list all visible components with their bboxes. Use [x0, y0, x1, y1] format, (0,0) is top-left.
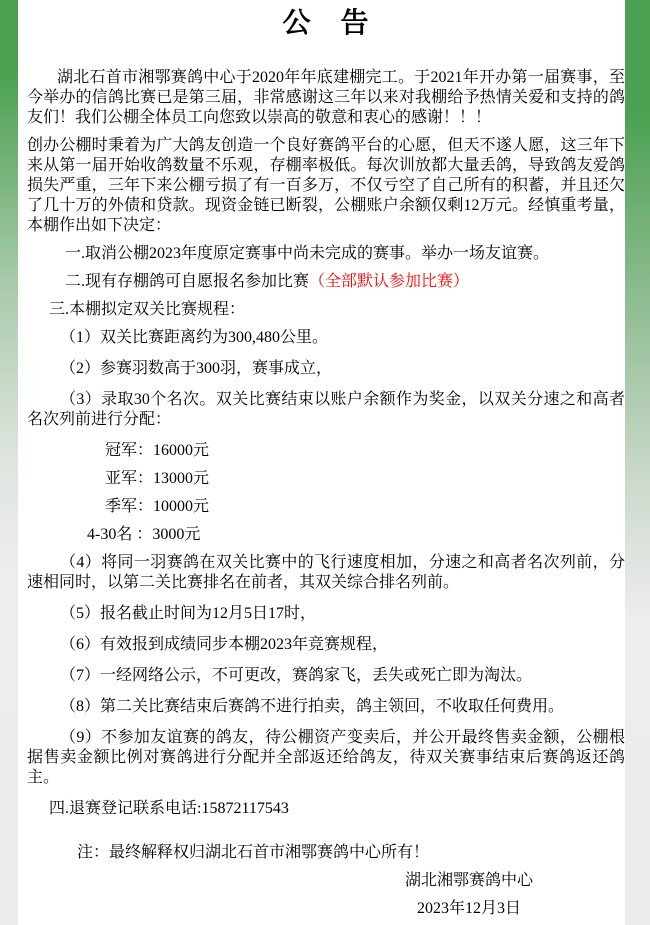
decision-2-text: 二.现有存棚鸽可自愿报名参加比赛 — [65, 273, 310, 290]
left-border-decoration — [0, 0, 18, 925]
decision-1: 一.取消公棚2023年度原定赛事中尚未完成的赛事。举办一场友谊赛。 — [65, 245, 550, 262]
rule-2: （2）参赛羽数高于300羽，赛事成立， — [60, 360, 333, 377]
rule-6: （6）有效报到成绩同步本棚2023年竞赛规程， — [60, 636, 389, 653]
rule-7: （7）一经网络公示，不可更改，赛鸽家飞，丢失或死亡即为淘汰。 — [60, 667, 533, 684]
announcement-content — [27, 0, 625, 925]
decision-2 — [27, 272, 625, 292]
rule-1: （1）双关比赛距离约为300,480公里。 — [60, 329, 329, 346]
rule-9: （9）不参加友谊赛的鸽友，待公棚资产变卖后，并公开最终售卖金额，公棚根据售卖金额比例对赛鸽进行分配并全部返还给鸽友，待双关赛事结束后赛鸽返还鸽主。 — [27, 729, 625, 786]
rule-5: （5）报名截止时间为12月5日17时， — [60, 605, 317, 622]
prize-champion: 冠军：16000元 — [105, 442, 210, 459]
right-border-decoration — [625, 0, 650, 925]
prize-runner-up: 亚军：13000元 — [105, 470, 210, 487]
rule-3: （3）录取30个名次。双关比赛结束以账户余额作为奖金，以双关分速之和高者名次列前进行分配： — [27, 391, 625, 428]
decision-3: 三.本棚拟定双关比赛规程： — [49, 301, 246, 318]
intro-paragraph: 湖北石首市湘鄂赛鸽中心于2020年年底建棚完工。于2021年开办第一届赛事，至今举办的信鸽比赛已是第三届，非常感谢这三年以来对我棚给予热情关爱和支持的鸽友们！我们公棚全体员工向您致以崇高的敬意和衷心的感谢！！！ — [27, 69, 625, 126]
background-paragraph: 创办公棚时秉着为广大鸽友创造一个良好赛鸽平台的心愿，但天不遂人愿，这三年下来从第一届开始收鸽数量不乐观，存棚率极低。每次训放都大量丢鸽，导致鸽友爱鸽损失严重，三年下来公棚亏损了有一百多万，不仅亏空了自己所有的积蓄，并且还欠了几十万的外债和贷款。现资金链已断裂，公棚账户余额仅剩12万元。经慎重考量，本棚作出如下决定： — [27, 137, 625, 234]
page-title: 公 告 — [282, 8, 370, 39]
decision-2-red-note: （全部默认参加比赛） — [309, 273, 470, 290]
signature-date: 2023年12月3日 — [416, 900, 521, 917]
prize-4-30: 4-30名 ：3000元 — [87, 526, 201, 543]
rule-8: （8）第二关比赛结束后赛鸽不进行拍卖，鸽主领回，不收取任何费用。 — [60, 698, 565, 715]
decision-4-contact-phone: 四.退赛登记联系电话:15872117543 — [49, 800, 289, 817]
prize-third: 季军：10000元 — [105, 498, 210, 515]
disclaimer-note: 注：最终解释权归湖北石首市湘鄂赛鸽中心所有！ — [77, 844, 430, 861]
rule-4: （4）将同一羽赛鸽在双关比赛中的飞行速度相加，分速之和高者名次列前，分速相同时，以第二关比赛排名在前者，其双关综合排名列前。 — [27, 554, 625, 591]
signature-org: 湖北湘鄂赛鸽中心 — [404, 872, 533, 889]
